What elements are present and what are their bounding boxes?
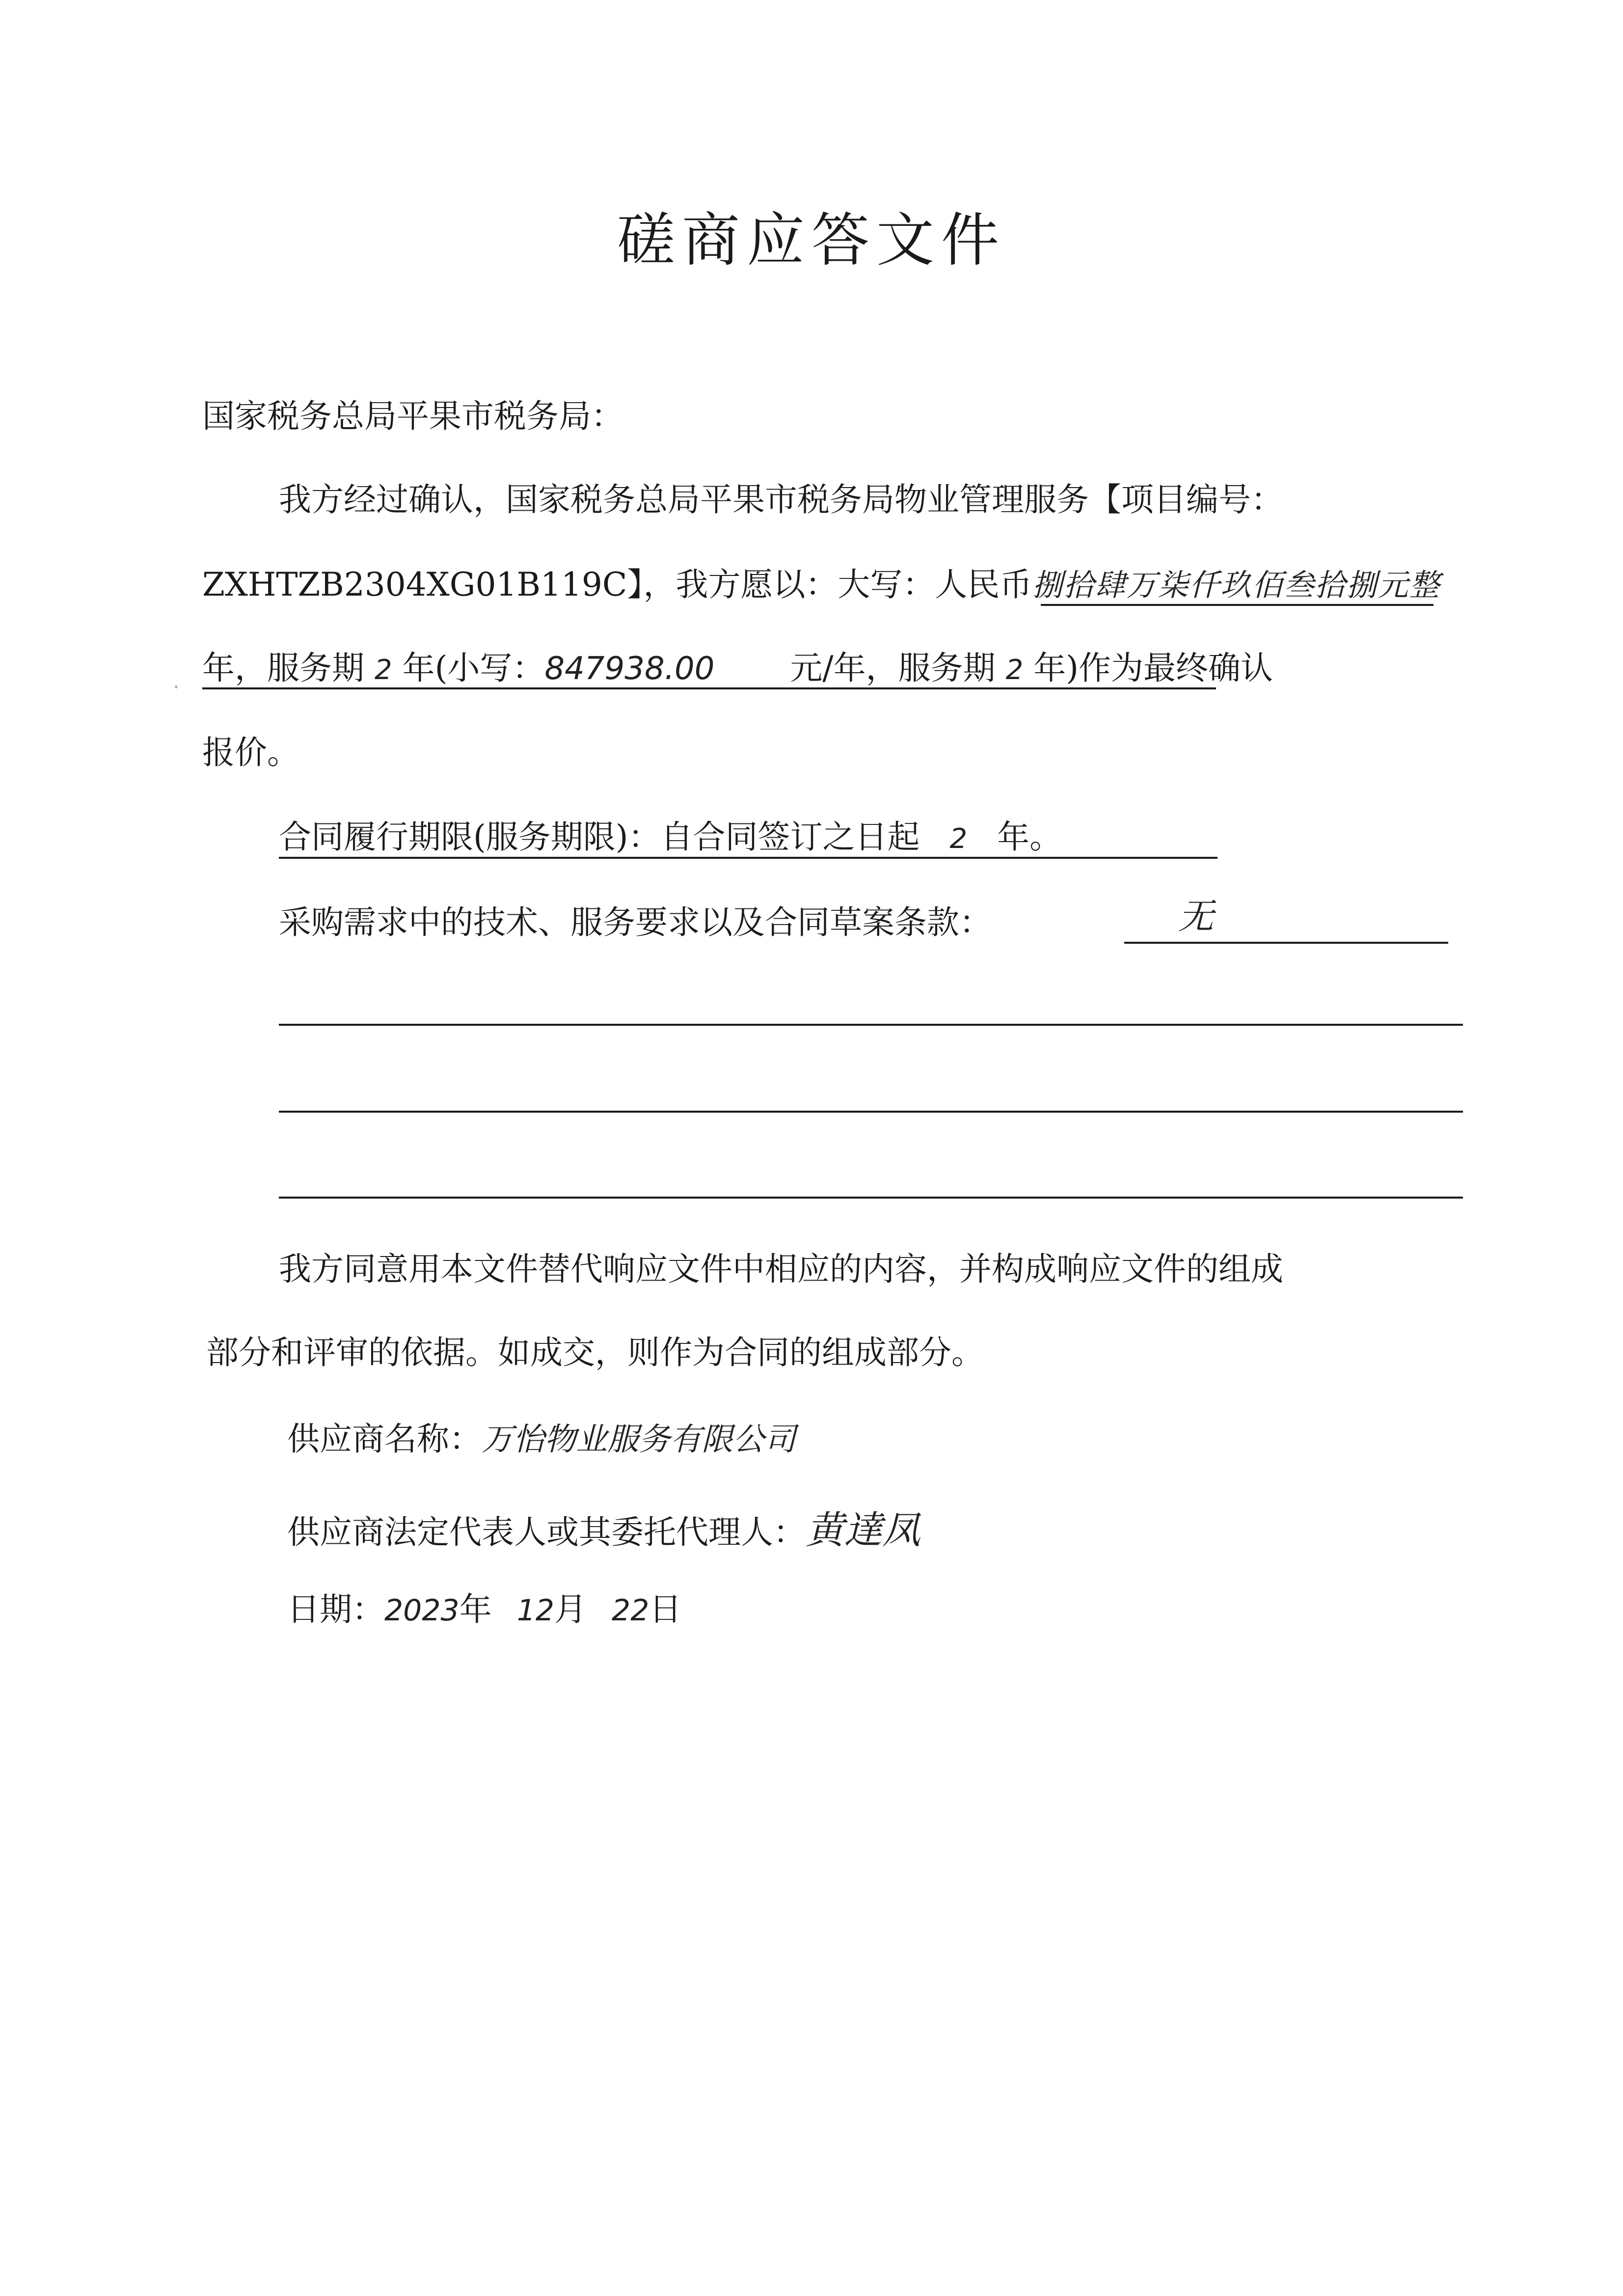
requirements-underline-1 — [1124, 942, 1448, 944]
paragraph-1-line-3-a: 年，服务期 — [202, 649, 364, 687]
addressee: 国家税务总局平果市税务局： — [202, 397, 623, 435]
date-day: 22 — [612, 1593, 649, 1628]
representative-signature: 黄達凤 — [806, 1508, 921, 1553]
paragraph-1-line-3-c: 元/年，服务期 — [790, 649, 996, 687]
supplier-row — [287, 1420, 796, 1458]
requirements-underline-2 — [279, 1024, 1463, 1026]
document-title: 磋商应答文件 — [617, 206, 1006, 274]
paragraph-1-line-1: 我方经过确认，国家税务总局平果市税务局物业管理服务【项目编号： — [279, 481, 1283, 519]
requirements-label: 采购需求中的技术、服务要求以及合同草案条款： — [279, 903, 992, 941]
amount-in-words: 捌拾肆万柒仟玖佰叁拾捌元整 — [1032, 567, 1441, 603]
contract-term-a: 合同履行期限(服务期限)：自合同签订之日起 — [279, 818, 920, 856]
service-years-2: 2 — [1005, 654, 1024, 686]
date-day-unit: 日 — [649, 1590, 682, 1628]
paragraph-2-line-2: 部分和评审的依据。如成交，则作为合同的组成部分。 — [206, 1334, 984, 1371]
requirements-underline-4 — [279, 1197, 1463, 1199]
paragraph-1-line-3-d: 年)作为最终确认 — [1033, 649, 1273, 687]
date-month: 12 — [516, 1593, 555, 1628]
requirements-underline-3 — [279, 1111, 1463, 1113]
date-year-unit: 年 — [459, 1590, 492, 1628]
service-years-1: 2 — [374, 654, 392, 686]
paragraph-1-line-2 — [202, 566, 1441, 603]
scan-speck — [175, 685, 178, 688]
amount-in-words-underline — [1041, 604, 1434, 606]
paragraph-2-line-1: 我方同意用本文件替代响应文件中相应的内容，并构成响应文件的组成 — [279, 1250, 1283, 1288]
paragraph-1-line-3 — [202, 649, 1273, 687]
contract-term-underline — [279, 857, 1217, 859]
paragraph-1-line-3-underline — [202, 687, 1216, 689]
supplier-label: 供应商名称： — [287, 1420, 482, 1458]
contract-term-years: 2 — [949, 823, 968, 855]
date-year: 2023 — [384, 1593, 460, 1628]
supplier-name: 万怡物业服务有限公司 — [482, 1421, 796, 1458]
contract-term-b: 年。 — [997, 818, 1062, 856]
paragraph-1-line-4: 报价。 — [202, 734, 299, 771]
representative-label: 供应商法定代表人或其委托代理人： — [287, 1513, 806, 1551]
representative-row — [287, 1508, 921, 1553]
date-label: 日期： — [287, 1590, 384, 1628]
paragraph-1-line-3-b: 年(小写： — [402, 649, 545, 687]
date-month-unit: 月 — [554, 1590, 587, 1628]
contract-term — [279, 818, 1062, 856]
amount-in-figures: 847938.00 — [544, 651, 715, 687]
requirements-value: 无 — [1178, 896, 1214, 937]
paragraph-1-line-2-text: ZXHTZB2304XG01B119C】，我方愿以：大写：人民币 — [202, 566, 1032, 603]
date-row — [287, 1590, 682, 1628]
